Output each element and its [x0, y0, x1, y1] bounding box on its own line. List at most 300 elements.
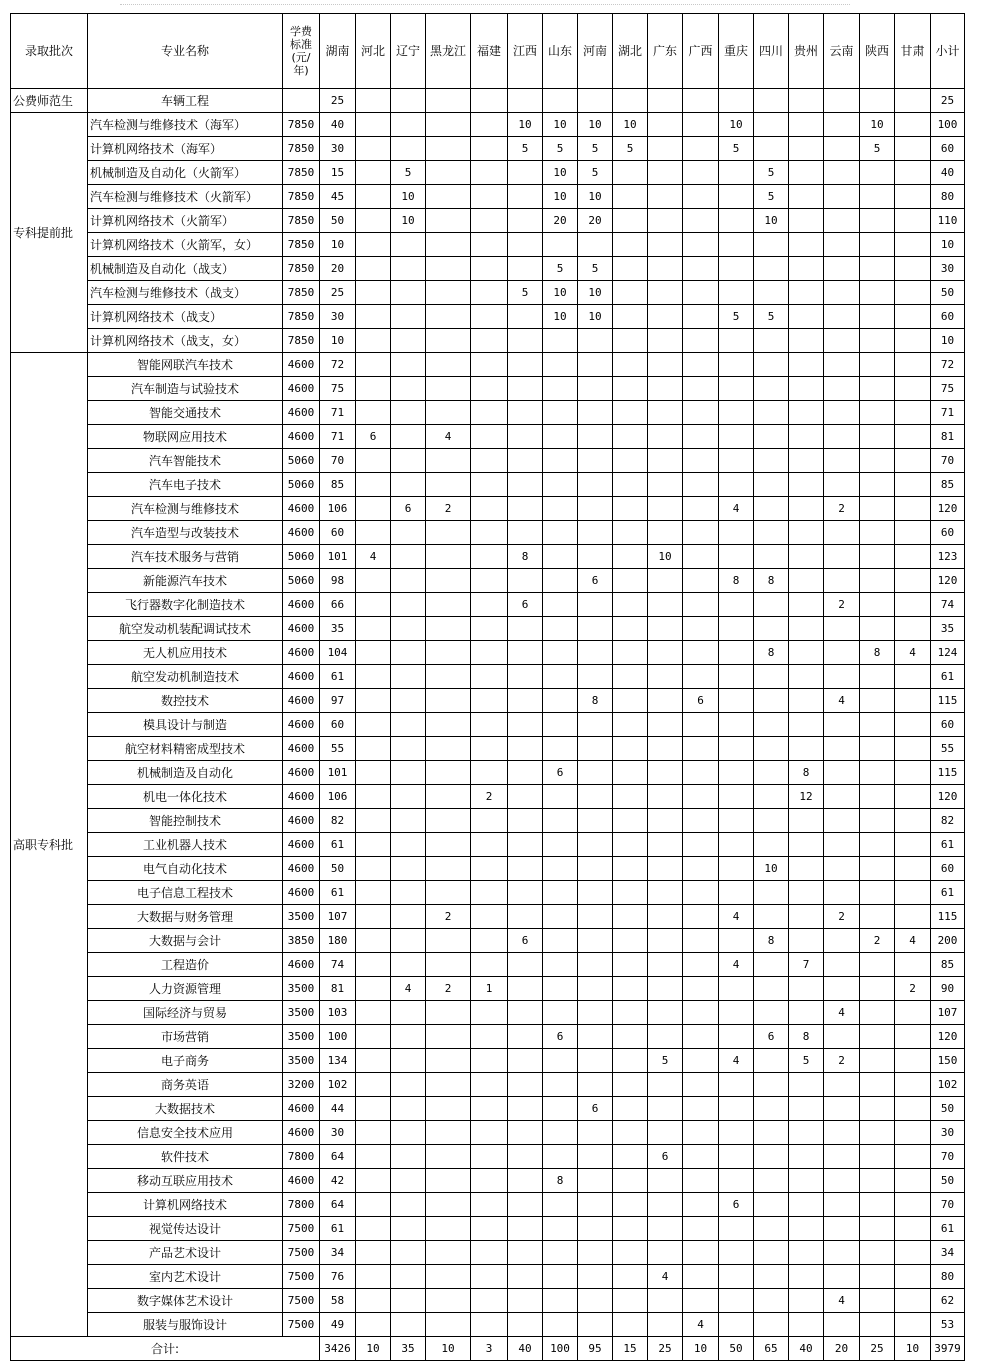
quota-cell — [719, 761, 754, 785]
row-subtotal: 71 — [931, 401, 965, 425]
quota-cell: 61 — [320, 881, 356, 905]
row-subtotal: 50 — [931, 1097, 965, 1121]
quota-cell — [824, 353, 860, 377]
quota-cell — [426, 1145, 471, 1169]
row-subtotal: 85 — [931, 953, 965, 977]
quota-cell: 10 — [391, 185, 426, 209]
quota-cell — [391, 857, 426, 881]
quota-cell — [789, 1001, 824, 1025]
quota-cell — [754, 1289, 789, 1313]
quota-cell — [754, 545, 789, 569]
tuition-fee: 7800 — [283, 1145, 320, 1169]
quota-cell — [824, 257, 860, 281]
quota-cell — [860, 1169, 895, 1193]
quota-cell — [895, 1217, 931, 1241]
quota-cell: 5 — [578, 161, 613, 185]
quota-cell — [895, 569, 931, 593]
row-subtotal: 85 — [931, 473, 965, 497]
quota-cell — [719, 641, 754, 665]
quota-cell — [719, 401, 754, 425]
table-row — [11, 1313, 965, 1337]
quota-cell — [356, 185, 391, 209]
quota-cell — [543, 401, 578, 425]
quota-cell — [648, 1025, 683, 1049]
quota-cell — [754, 881, 789, 905]
quota-cell — [356, 929, 391, 953]
quota-cell — [356, 1025, 391, 1049]
quota-cell — [754, 1049, 789, 1073]
quota-cell — [648, 593, 683, 617]
row-subtotal: 60 — [931, 137, 965, 161]
quota-cell: 5 — [754, 305, 789, 329]
header-province: 重庆 — [719, 14, 754, 89]
quota-cell — [356, 833, 391, 857]
quota-cell: 106 — [320, 785, 356, 809]
quota-cell — [543, 905, 578, 929]
header-province: 四川 — [754, 14, 789, 89]
quota-cell: 4 — [719, 497, 754, 521]
quota-cell — [613, 665, 648, 689]
quota-cell: 10 — [320, 329, 356, 353]
quota-cell: 5 — [508, 137, 543, 161]
quota-cell — [356, 881, 391, 905]
quota-cell — [578, 377, 613, 401]
quota-cell — [426, 473, 471, 497]
quota-cell — [543, 473, 578, 497]
quota-cell — [789, 1241, 824, 1265]
quota-cell: 1 — [471, 977, 508, 1001]
quota-cell — [613, 209, 648, 233]
quota-cell — [683, 353, 719, 377]
quota-cell — [648, 857, 683, 881]
row-subtotal: 50 — [931, 281, 965, 305]
major-name: 大数据与会计 — [88, 929, 283, 953]
quota-cell: 50 — [320, 209, 356, 233]
quota-cell — [648, 905, 683, 929]
quota-cell — [508, 1313, 543, 1337]
quota-cell — [613, 281, 648, 305]
quota-cell — [356, 473, 391, 497]
quota-cell: 2 — [824, 905, 860, 929]
quota-cell — [648, 161, 683, 185]
quota-cell — [824, 1193, 860, 1217]
quota-cell — [719, 545, 754, 569]
quota-cell — [824, 329, 860, 353]
row-subtotal: 107 — [931, 1001, 965, 1025]
quota-cell — [683, 1145, 719, 1169]
tuition-fee: 4600 — [283, 1097, 320, 1121]
quota-cell: 10 — [543, 161, 578, 185]
quota-cell — [391, 929, 426, 953]
quota-cell — [471, 833, 508, 857]
quota-cell — [824, 953, 860, 977]
quota-cell — [578, 1001, 613, 1025]
quota-cell — [426, 809, 471, 833]
quota-cell — [683, 905, 719, 929]
quota-cell — [426, 1289, 471, 1313]
quota-cell — [895, 1241, 931, 1265]
quota-cell — [356, 617, 391, 641]
quota-cell: 6 — [578, 569, 613, 593]
quota-cell — [895, 1169, 931, 1193]
quota-cell — [895, 881, 931, 905]
table-row — [11, 329, 965, 353]
quota-cell — [391, 689, 426, 713]
quota-cell — [613, 737, 648, 761]
tuition-fee: 4600 — [283, 785, 320, 809]
quota-cell — [391, 401, 426, 425]
quota-cell — [471, 521, 508, 545]
quota-cell — [754, 377, 789, 401]
row-subtotal: 120 — [931, 785, 965, 809]
quota-cell — [613, 857, 648, 881]
quota-cell: 42 — [320, 1169, 356, 1193]
row-subtotal: 120 — [931, 1025, 965, 1049]
quota-cell: 5 — [613, 137, 648, 161]
row-subtotal: 55 — [931, 737, 965, 761]
quota-cell — [648, 1241, 683, 1265]
quota-cell — [471, 1145, 508, 1169]
tuition-fee: 7850 — [283, 329, 320, 353]
quota-cell: 76 — [320, 1265, 356, 1289]
quota-cell — [356, 977, 391, 1001]
quota-cell — [895, 1001, 931, 1025]
quota-cell — [356, 1289, 391, 1313]
quota-cell: 6 — [648, 1145, 683, 1169]
quota-cell — [683, 1265, 719, 1289]
major-name: 数控技术 — [88, 689, 283, 713]
quota-cell: 104 — [320, 641, 356, 665]
quota-cell — [578, 497, 613, 521]
quota-cell — [789, 449, 824, 473]
quota-cell — [578, 1289, 613, 1313]
table-row — [11, 209, 965, 233]
quota-cell: 2 — [824, 1049, 860, 1073]
quota-cell — [471, 281, 508, 305]
quota-cell: 4 — [895, 929, 931, 953]
quota-cell — [613, 521, 648, 545]
header-fee-line: 学费 — [290, 25, 312, 38]
major-name: 软件技术 — [88, 1145, 283, 1169]
quota-cell — [613, 401, 648, 425]
quota-cell — [648, 617, 683, 641]
quota-cell — [683, 1001, 719, 1025]
quota-cell: 5 — [860, 137, 895, 161]
quota-cell — [789, 281, 824, 305]
quota-cell — [426, 713, 471, 737]
quota-cell — [471, 641, 508, 665]
quota-cell — [719, 833, 754, 857]
row-subtotal: 53 — [931, 1313, 965, 1337]
quota-cell: 2 — [426, 977, 471, 1001]
quota-cell — [824, 89, 860, 113]
quota-cell — [683, 1289, 719, 1313]
quota-cell — [471, 1049, 508, 1073]
quota-cell — [578, 233, 613, 257]
quota-cell: 35 — [320, 617, 356, 641]
quota-cell — [578, 473, 613, 497]
quota-cell — [578, 977, 613, 1001]
quota-cell — [824, 1265, 860, 1289]
row-subtotal: 72 — [931, 353, 965, 377]
quota-cell — [508, 785, 543, 809]
quota-cell — [789, 545, 824, 569]
quota-cell: 10 — [754, 209, 789, 233]
row-subtotal: 50 — [931, 1169, 965, 1193]
quota-cell — [426, 569, 471, 593]
row-subtotal: 150 — [931, 1049, 965, 1073]
total-cell: 25 — [648, 1337, 683, 1361]
quota-cell — [356, 593, 391, 617]
quota-cell — [471, 569, 508, 593]
quota-cell: 106 — [320, 497, 356, 521]
major-name: 计算机网络技术（火箭军） — [88, 209, 283, 233]
quota-cell — [860, 737, 895, 761]
quota-cell — [543, 1265, 578, 1289]
quota-cell: 4 — [719, 953, 754, 977]
table-row — [11, 1265, 965, 1289]
quota-cell: 4 — [824, 1001, 860, 1025]
quota-cell — [613, 1265, 648, 1289]
quota-cell — [508, 1049, 543, 1073]
quota-cell — [754, 137, 789, 161]
tuition-fee: 4600 — [283, 665, 320, 689]
tuition-fee: 7500 — [283, 1217, 320, 1241]
quota-cell — [426, 113, 471, 137]
quota-cell — [391, 1073, 426, 1097]
quota-cell — [754, 761, 789, 785]
quota-cell: 4 — [895, 641, 931, 665]
quota-cell — [648, 233, 683, 257]
quota-cell — [719, 1025, 754, 1049]
quota-cell — [895, 1073, 931, 1097]
major-name: 机械制造及自动化 — [88, 761, 283, 785]
tuition-fee: 4600 — [283, 689, 320, 713]
quota-cell — [471, 1193, 508, 1217]
major-name: 航空材料精密成型技术 — [88, 737, 283, 761]
quota-cell — [578, 1217, 613, 1241]
quota-cell — [754, 665, 789, 689]
quota-cell — [860, 785, 895, 809]
quota-cell — [508, 473, 543, 497]
table-row — [11, 569, 965, 593]
quota-cell — [683, 1193, 719, 1217]
quota-cell — [613, 257, 648, 281]
quota-cell — [543, 89, 578, 113]
quota-cell — [860, 305, 895, 329]
quota-cell: 44 — [320, 1097, 356, 1121]
quota-cell — [613, 1097, 648, 1121]
table-row — [11, 137, 965, 161]
quota-cell — [508, 161, 543, 185]
quota-cell: 82 — [320, 809, 356, 833]
quota-cell — [860, 833, 895, 857]
table-row — [11, 1097, 965, 1121]
table-row — [11, 857, 965, 881]
total-cell: 10 — [895, 1337, 931, 1361]
quota-cell — [860, 89, 895, 113]
row-subtotal: 10 — [931, 233, 965, 257]
major-name: 计算机网络技术（海军） — [88, 137, 283, 161]
quota-cell — [719, 1217, 754, 1241]
quota-cell — [508, 953, 543, 977]
quota-cell — [508, 425, 543, 449]
tuition-fee: 4600 — [283, 617, 320, 641]
quota-cell — [471, 617, 508, 641]
quota-cell — [719, 977, 754, 1001]
quota-cell — [860, 1265, 895, 1289]
quota-cell — [508, 1073, 543, 1097]
tuition-fee: 7850 — [283, 137, 320, 161]
major-name: 飞行器数字化制造技术 — [88, 593, 283, 617]
quota-cell — [543, 593, 578, 617]
quota-cell — [648, 569, 683, 593]
quota-cell — [895, 1193, 931, 1217]
quota-cell — [613, 617, 648, 641]
quota-cell — [895, 449, 931, 473]
tuition-fee: 7500 — [283, 1313, 320, 1337]
table-row — [11, 425, 965, 449]
tuition-fee: 4600 — [283, 521, 320, 545]
row-subtotal: 82 — [931, 809, 965, 833]
quota-cell — [719, 689, 754, 713]
major-name: 计算机网络技术（战支） — [88, 305, 283, 329]
major-name: 电子信息工程技术 — [88, 881, 283, 905]
quota-cell — [471, 401, 508, 425]
quota-cell — [356, 1049, 391, 1073]
quota-cell — [648, 1313, 683, 1337]
quota-cell: 4 — [824, 1289, 860, 1313]
quota-cell — [471, 857, 508, 881]
quota-cell — [613, 713, 648, 737]
total-cell: 10 — [426, 1337, 471, 1361]
quota-cell — [508, 1241, 543, 1265]
quota-cell — [683, 377, 719, 401]
quota-cell — [578, 449, 613, 473]
row-subtotal: 81 — [931, 425, 965, 449]
quota-cell — [719, 713, 754, 737]
quota-cell — [578, 761, 613, 785]
quota-cell — [683, 401, 719, 425]
quota-cell — [426, 593, 471, 617]
quota-cell — [613, 497, 648, 521]
header-batch: 录取批次 — [11, 14, 88, 89]
major-name: 汽车技术服务与营销 — [88, 545, 283, 569]
quota-cell: 5 — [648, 1049, 683, 1073]
quota-cell: 100 — [320, 1025, 356, 1049]
table-row — [11, 737, 965, 761]
quota-cell — [683, 929, 719, 953]
quota-cell — [508, 977, 543, 1001]
quota-cell — [508, 233, 543, 257]
quota-cell — [895, 161, 931, 185]
quota-cell — [789, 185, 824, 209]
quota-cell — [356, 257, 391, 281]
tuition-fee: 7500 — [283, 1289, 320, 1313]
quota-cell — [356, 689, 391, 713]
quota-cell — [824, 305, 860, 329]
quota-cell: 4 — [719, 1049, 754, 1073]
quota-cell — [356, 281, 391, 305]
quota-cell — [543, 425, 578, 449]
quota-cell — [471, 89, 508, 113]
quota-cell — [426, 1097, 471, 1121]
quota-cell — [613, 1073, 648, 1097]
table-row — [11, 977, 965, 1001]
quota-cell — [719, 593, 754, 617]
tuition-fee: 3500 — [283, 905, 320, 929]
quota-cell — [789, 377, 824, 401]
quota-cell — [648, 281, 683, 305]
quota-cell — [508, 809, 543, 833]
quota-cell — [543, 833, 578, 857]
quota-cell — [648, 1097, 683, 1121]
quota-cell — [648, 401, 683, 425]
quota-cell: 4 — [648, 1265, 683, 1289]
quota-cell — [391, 1217, 426, 1241]
quota-cell — [648, 881, 683, 905]
header-province: 湖南 — [320, 14, 356, 89]
quota-cell — [613, 833, 648, 857]
quota-cell — [356, 449, 391, 473]
quota-cell — [613, 881, 648, 905]
quota-cell — [719, 425, 754, 449]
quota-cell — [508, 737, 543, 761]
quota-cell — [824, 737, 860, 761]
quota-cell: 5 — [789, 1049, 824, 1073]
quota-cell: 12 — [789, 785, 824, 809]
quota-cell — [754, 497, 789, 521]
quota-cell — [613, 1217, 648, 1241]
quota-cell — [391, 281, 426, 305]
major-name: 人力资源管理 — [88, 977, 283, 1001]
quota-cell — [508, 1265, 543, 1289]
quota-cell — [578, 881, 613, 905]
quota-cell — [356, 209, 391, 233]
quota-cell — [356, 137, 391, 161]
row-subtotal: 61 — [931, 665, 965, 689]
quota-cell — [391, 473, 426, 497]
quota-cell — [356, 377, 391, 401]
quota-cell: 6 — [508, 929, 543, 953]
quota-cell — [578, 1193, 613, 1217]
quota-cell — [426, 1313, 471, 1337]
quota-cell — [613, 473, 648, 497]
table-row — [11, 1121, 965, 1145]
quota-cell — [391, 593, 426, 617]
quota-cell — [613, 569, 648, 593]
quota-cell — [895, 1289, 931, 1313]
major-name: 计算机网络技术 — [88, 1193, 283, 1217]
quota-cell: 6 — [754, 1025, 789, 1049]
quota-cell: 55 — [320, 737, 356, 761]
quota-cell — [578, 833, 613, 857]
quota-cell — [824, 185, 860, 209]
quota-cell — [578, 1313, 613, 1337]
quota-cell — [426, 1073, 471, 1097]
quota-cell — [578, 905, 613, 929]
quota-cell — [789, 1169, 824, 1193]
quota-cell — [648, 1217, 683, 1241]
table-row — [11, 953, 965, 977]
quota-cell — [824, 881, 860, 905]
quota-cell — [426, 329, 471, 353]
quota-cell — [356, 1145, 391, 1169]
quota-cell: 66 — [320, 593, 356, 617]
quota-cell — [356, 1217, 391, 1241]
quota-cell — [508, 257, 543, 281]
quota-cell — [683, 545, 719, 569]
